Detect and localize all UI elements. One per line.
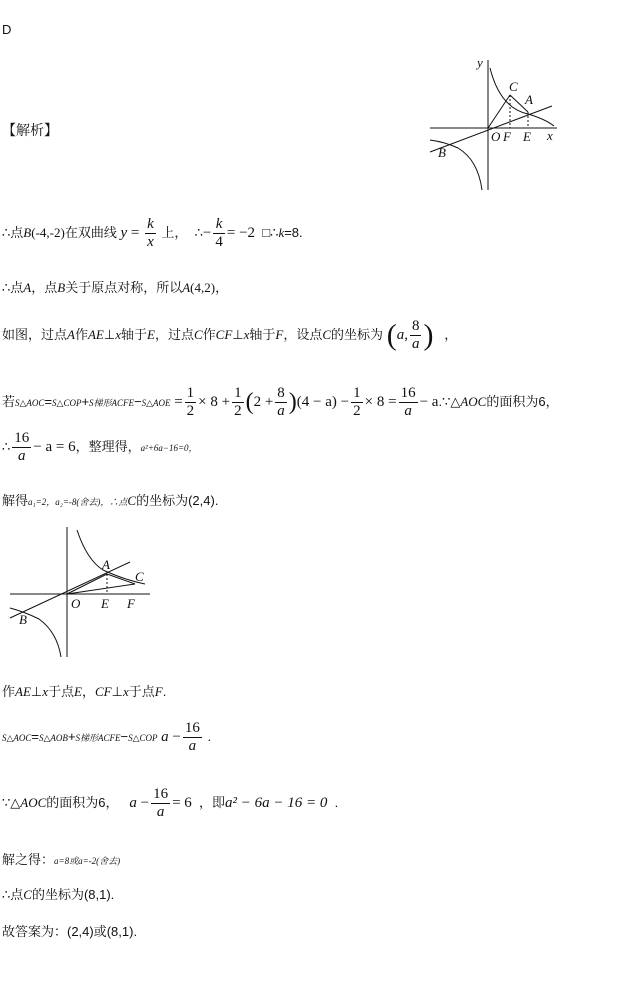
text: k	[213, 216, 225, 234]
text: 8	[411, 318, 420, 334]
text: −	[120, 728, 129, 744]
line-11	[2, 884, 114, 903]
text: ，整理得，	[75, 438, 141, 454]
text: 2	[353, 403, 361, 419]
text: −	[134, 393, 142, 409]
text: S梯形ACFE	[75, 732, 121, 743]
line-3: 如图，过点A作AE⊥x轴于E，过点C作CF⊥x轴于F，设点C的坐标为 (a, $\frac{8}{a}$ ) ，	[2, 318, 458, 352]
text: 16	[400, 385, 416, 401]
text: E	[147, 326, 155, 342]
text: x	[147, 234, 154, 250]
text: 的面积为6，	[46, 794, 119, 810]
text: − a = 6	[33, 438, 76, 455]
text: A	[182, 280, 191, 295]
line-8	[2, 720, 211, 755]
text: a	[404, 403, 412, 419]
text: ∴点	[2, 224, 24, 240]
text: ⊥	[103, 326, 116, 342]
line-6	[2, 490, 218, 509]
text: 故答案为：(2,4)或(8,1).	[2, 924, 138, 939]
text: =	[388, 393, 397, 410]
text: =	[31, 728, 40, 744]
text: y	[120, 224, 128, 241]
text: a	[161, 728, 169, 745]
text: S△AOE	[141, 397, 171, 408]
label-b: B	[438, 145, 446, 160]
text: C	[127, 493, 137, 508]
text: 如图，过点	[2, 326, 68, 342]
text: 若	[2, 393, 16, 409]
segment-ac	[107, 574, 135, 584]
label-c: C	[509, 79, 518, 94]
line-9	[2, 786, 338, 821]
text: a	[129, 794, 137, 811]
text: a=8或	[54, 856, 79, 866]
text: ，过点	[154, 326, 194, 342]
text: a=-2(舍去)	[78, 856, 121, 866]
line-2	[2, 277, 228, 296]
text: 于点	[128, 684, 155, 699]
text: S△COP	[52, 397, 82, 408]
text: 作	[202, 326, 216, 342]
text: × 8 +	[198, 393, 231, 410]
text: =	[174, 393, 183, 410]
text: .	[207, 728, 212, 744]
text: ∴	[194, 224, 203, 240]
label-e: E	[523, 129, 531, 144]
text: .	[334, 794, 339, 810]
text: □	[262, 224, 271, 240]
label-f: F	[503, 129, 511, 144]
text: a² − 6a − 16 = 0	[225, 794, 328, 811]
text: −	[172, 728, 181, 745]
text: a	[156, 804, 165, 820]
text: A	[67, 326, 75, 342]
label-a: A	[102, 557, 110, 572]
text: ∴点	[2, 280, 24, 295]
text: ∴	[2, 438, 11, 454]
text: −	[140, 794, 150, 811]
line-5	[2, 430, 198, 465]
text: 2	[186, 403, 195, 419]
text: x	[122, 684, 129, 699]
text: −	[202, 224, 212, 241]
line-ab	[10, 562, 130, 618]
text: ⊥	[30, 684, 43, 699]
text: 在双曲线	[64, 224, 117, 240]
label-b: B	[19, 612, 27, 627]
text: 轴于	[249, 326, 276, 342]
text: 作	[2, 684, 16, 699]
text: 16	[153, 786, 169, 802]
text: .	[438, 393, 443, 409]
text: AOC	[460, 393, 487, 409]
label-c: C	[135, 569, 144, 584]
label-y: y	[477, 55, 483, 70]
text: x	[115, 326, 121, 342]
text: × 8	[364, 393, 385, 410]
text: (4 − a) −	[296, 393, 350, 410]
text: ，	[215, 280, 229, 295]
text: 于点	[48, 684, 75, 699]
text: (4,2)	[190, 280, 216, 295]
text: a	[411, 336, 420, 352]
line-1	[2, 216, 303, 251]
text: S△AOC	[2, 732, 32, 743]
text: E	[74, 684, 82, 699]
text: =8.	[284, 224, 303, 240]
text: .	[162, 684, 167, 699]
text: 上，	[161, 224, 188, 240]
section-title: 【解析】	[2, 122, 58, 138]
text: 关于原点对称，所以	[65, 280, 183, 295]
label-o: O	[491, 129, 501, 144]
text: B	[23, 224, 32, 240]
text: F	[275, 326, 284, 342]
text: B	[57, 280, 66, 295]
text: 1	[234, 385, 242, 401]
text: S△AOB	[39, 732, 68, 743]
text: ，	[444, 326, 458, 342]
text: AE	[87, 326, 104, 342]
text: AE	[15, 684, 31, 699]
line-4: 若S△AOC=S△COP+S梯形ACFE−S△AOE = $\frac{1}{2}$ × 8 + $\frac{1}{2}$ (2 + $\frac{8}{a}$ )(4 − a) − $\frac{1}{2}$ × 8 = $\frac{16}{a}$ − a.∵△AOC的面积为6，	[2, 385, 559, 419]
label-f: F	[127, 596, 135, 611]
text: A	[23, 280, 32, 295]
graph-figure-1	[420, 50, 560, 195]
text: 2	[234, 403, 242, 419]
text: (-4,-2)	[31, 224, 65, 240]
text: − a	[419, 393, 439, 410]
text: S△COP	[128, 732, 158, 743]
text: 1	[186, 385, 195, 401]
text: ，设点	[283, 326, 323, 342]
text: CF	[215, 326, 233, 342]
graph-figure-2	[5, 522, 165, 662]
text: 16	[14, 430, 30, 446]
text: ⊥	[111, 684, 123, 699]
text: 的面积为6，	[486, 393, 559, 409]
text: C	[322, 326, 332, 342]
text: 4	[215, 234, 223, 250]
text: = −2	[226, 224, 256, 241]
text: +	[81, 393, 90, 409]
text: S梯形ACFE	[89, 397, 135, 408]
text: a	[18, 448, 26, 464]
text: a	[188, 738, 197, 754]
text: 16	[184, 720, 200, 736]
label-a: A	[525, 92, 533, 107]
text: C	[23, 887, 32, 902]
label-e: E	[101, 596, 109, 611]
text: ⊥	[232, 326, 244, 342]
text: 的坐标为(2,4).	[136, 493, 219, 508]
text: F	[154, 684, 163, 699]
text: 的坐标为(8,1).	[31, 887, 115, 902]
text: ∴点	[2, 887, 24, 902]
text: AOC	[20, 794, 47, 810]
text: CF	[95, 684, 112, 699]
text: 解之得：	[2, 852, 55, 867]
line-7	[2, 681, 166, 700]
text: S△AOC	[15, 397, 45, 408]
text: ，	[81, 684, 95, 699]
text: ∴	[270, 224, 279, 240]
text: k	[147, 216, 154, 232]
text: 轴于	[120, 326, 147, 342]
text: x	[243, 326, 250, 342]
text: ∵△	[442, 393, 461, 409]
line-12	[2, 921, 137, 940]
text: C	[193, 326, 203, 342]
text: a²+6a−16=0，	[140, 442, 198, 453]
text: =	[44, 393, 53, 409]
text: x	[42, 684, 49, 699]
line-10	[2, 849, 120, 868]
text: 2 +	[253, 393, 274, 410]
label-x: x	[547, 128, 553, 143]
hyperbola-lower	[10, 608, 61, 657]
text: 作	[74, 326, 88, 342]
text: k	[278, 224, 285, 240]
text: a₁=2，	[28, 497, 56, 507]
text: = 6	[172, 794, 192, 811]
text: 解得	[2, 493, 29, 508]
text: ，即	[199, 794, 226, 810]
text: a₂=-8(舍去)，∴点	[55, 497, 128, 507]
text: 1	[353, 385, 361, 401]
text: 的坐标为	[331, 326, 384, 342]
label-o: O	[71, 596, 81, 611]
text: +	[67, 728, 76, 744]
answer-letter: D	[2, 22, 12, 37]
text: ，点	[31, 280, 58, 295]
text: a	[396, 326, 405, 343]
text: ∵△	[2, 794, 21, 810]
text: 8	[277, 385, 285, 401]
text: a	[277, 403, 285, 419]
text: =	[130, 224, 140, 241]
